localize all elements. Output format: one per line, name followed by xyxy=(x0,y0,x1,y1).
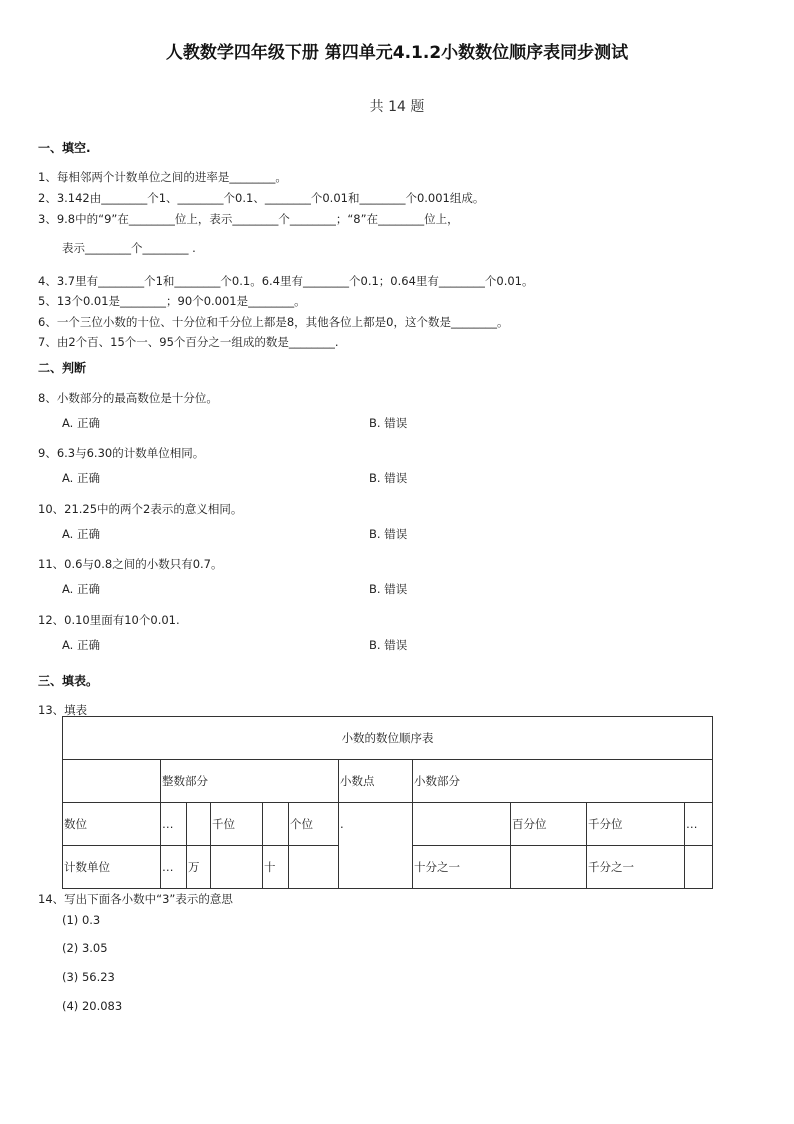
table-cell: 个位 xyxy=(289,803,339,846)
integer-part-header: 整数部分 xyxy=(161,760,339,803)
decimal-point-header: 小数点 xyxy=(339,760,413,803)
question-11: 11、0.6与0.8之间的小数只有0.7。 xyxy=(38,557,223,571)
table-cell: 十 xyxy=(263,846,289,889)
table-caption: 小数的数位顺序表 xyxy=(63,717,713,760)
answer-cell[interactable] xyxy=(289,846,339,889)
section-heading-table: 三、填表。 xyxy=(38,674,99,688)
table-cell: … xyxy=(161,803,187,846)
option-a-q8[interactable]: A. 正确 xyxy=(62,416,100,430)
option-b-q9[interactable]: B. 错误 xyxy=(369,471,408,485)
answer-cell[interactable] xyxy=(413,803,511,846)
question-12: 12、0.10里面有10个0.01. xyxy=(38,613,180,627)
page-title: 人教数学四年级下册 第四单元4.1.2小数数位顺序表同步测试 xyxy=(165,43,629,63)
table-cell: … xyxy=(685,803,713,846)
question-9: 9、6.3与6.30的计数单位相同。 xyxy=(38,446,205,460)
answer-cell[interactable] xyxy=(685,846,713,889)
answer-cell[interactable] xyxy=(263,803,289,846)
question-13: 13、填表 xyxy=(38,703,88,717)
option-b-q12[interactable]: B. 错误 xyxy=(369,638,408,652)
decimal-place-value-table xyxy=(62,716,713,889)
table-cell xyxy=(63,760,161,803)
option-a-q11[interactable]: A. 正确 xyxy=(62,582,100,596)
question-5: 5、13个0.01是________；90个0.001是________。 xyxy=(38,294,306,308)
sub-item-2: (2) 3.05 xyxy=(62,941,108,955)
question-14: 14、写出下面各小数中“3”表示的意思 xyxy=(38,892,233,906)
question-2: 2、3.142由________个1、________个0.1、________个0.01和________个0.001组成。 xyxy=(38,191,485,205)
question-4: 4、3.7里有________个1和________个0.1。6.4里有________个0.1；0.64里有________个0.01。 xyxy=(38,274,534,288)
question-1: 1、每相邻两个计数单位之间的进率是________。 xyxy=(38,170,287,184)
option-b-q8[interactable]: B. 错误 xyxy=(369,416,408,430)
question-count: 共 14 题 xyxy=(369,99,425,115)
section-heading-judge: 二、判断 xyxy=(38,361,87,375)
option-a-q12[interactable]: A. 正确 xyxy=(62,638,100,652)
row-head-unit: 计数单位 xyxy=(63,846,161,889)
option-b-q11[interactable]: B. 错误 xyxy=(369,582,408,596)
table-cell: 千分位 xyxy=(587,803,685,846)
answer-cell[interactable] xyxy=(211,846,263,889)
answer-cell[interactable] xyxy=(187,803,211,846)
table-cell: 万 xyxy=(187,846,211,889)
decimal-part-header: 小数部分 xyxy=(413,760,713,803)
section-heading-fill: 一、填空. xyxy=(38,141,91,155)
option-a-q9[interactable]: A. 正确 xyxy=(62,471,100,485)
question-10: 10、21.25中的两个2表示的意义相同。 xyxy=(38,502,243,516)
question-8: 8、小数部分的最高数位是十分位。 xyxy=(38,391,218,405)
sub-item-3: (3) 56.23 xyxy=(62,970,115,984)
question-3: 3、9.8中的“9”在________位上，表示________个________；“8”在________位上， xyxy=(38,212,459,226)
table-cell: … xyxy=(161,846,187,889)
question-7: 7、由2个百、15个一、95个百分之一组成的数是________. xyxy=(38,335,339,349)
table-cell: 千分之一 xyxy=(587,846,685,889)
answer-cell[interactable] xyxy=(511,846,587,889)
option-b-q10[interactable]: B. 错误 xyxy=(369,527,408,541)
decimal-point-cell: . xyxy=(339,803,413,889)
sub-item-4: (4) 20.083 xyxy=(62,999,123,1013)
option-a-q10[interactable]: A. 正确 xyxy=(62,527,100,541)
table-cell: 百分位 xyxy=(511,803,587,846)
table-cell: 千位 xyxy=(211,803,263,846)
question-3-continued: 表示________个________ . xyxy=(62,241,196,255)
sub-item-1: (1) 0.3 xyxy=(62,913,101,927)
table-cell: 十分之一 xyxy=(413,846,511,889)
question-6: 6、一个三位小数的十位、十分位和千分位上都是8，其他各位上都是0，这个数是________。 xyxy=(38,315,509,329)
row-head-place: 数位 xyxy=(63,803,161,846)
